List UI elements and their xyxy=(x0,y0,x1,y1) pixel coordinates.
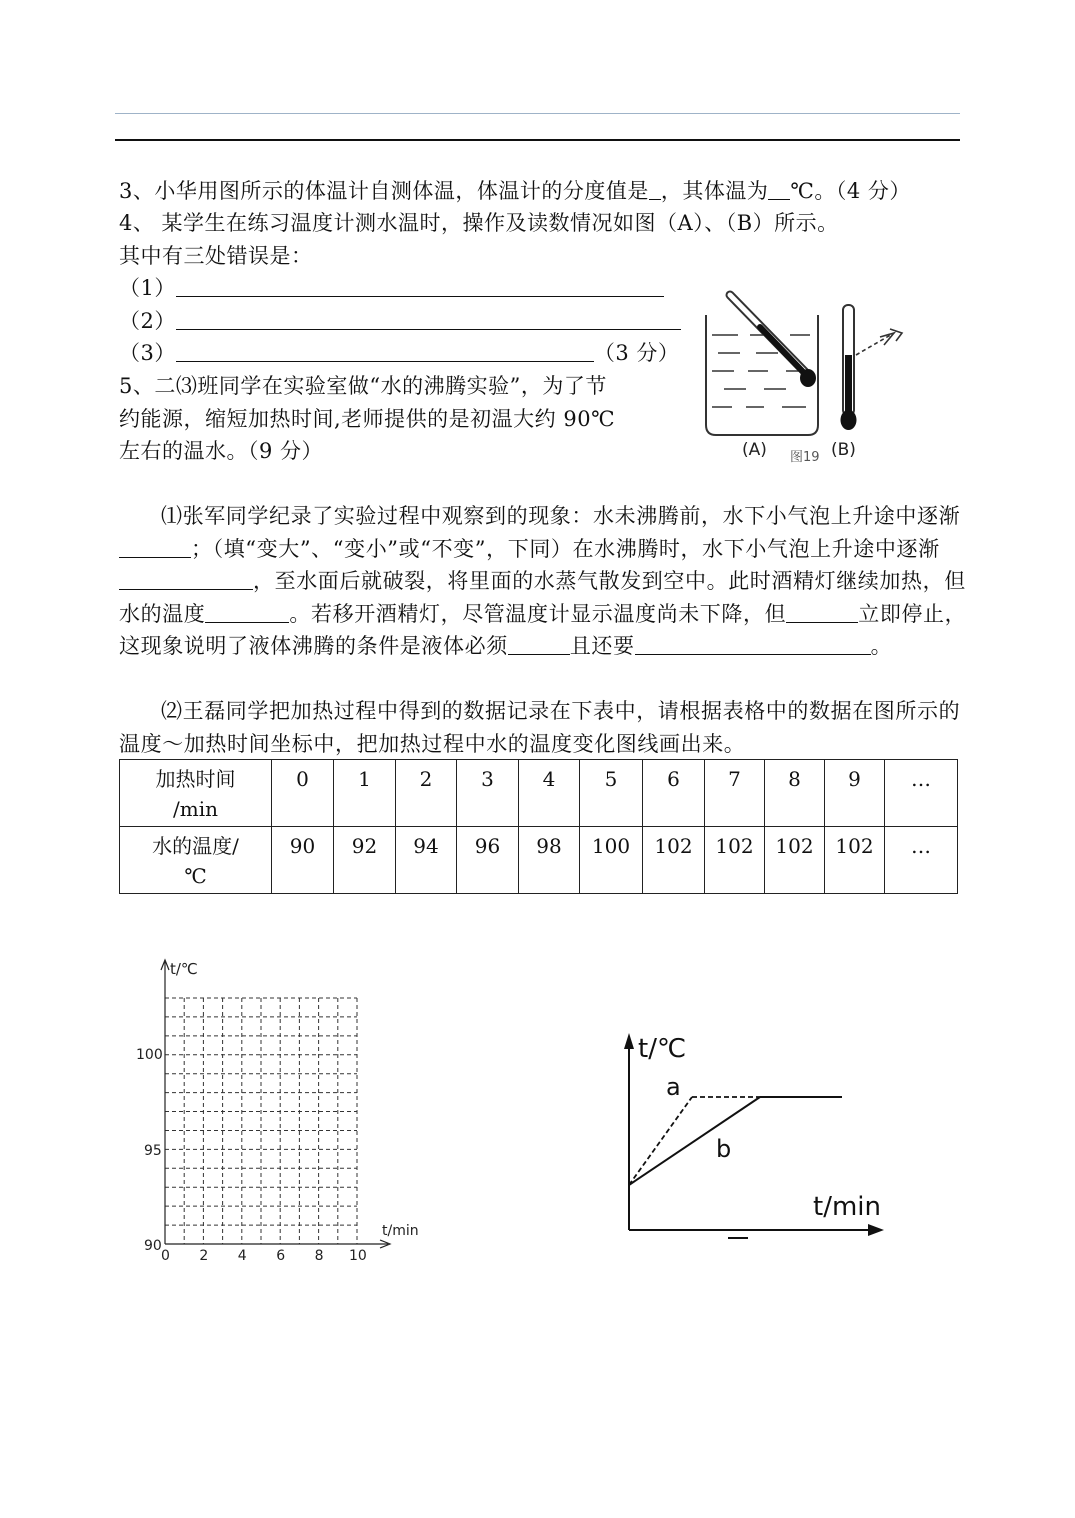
q5-line1: 5、二⑶班同学在实验室做“水的沸腾实验”，为了节 xyxy=(119,374,607,398)
table-cell: 5 xyxy=(580,760,643,827)
q3-blank-division[interactable] xyxy=(649,177,661,200)
ab-x-label: t/min xyxy=(813,1192,881,1222)
header-rule-thick xyxy=(115,139,960,141)
p1-blank-3[interactable] xyxy=(205,602,289,623)
grid-y-tick: 100 xyxy=(136,1047,163,1063)
table-cell: 94 xyxy=(396,827,457,894)
header-temp-line1: 水的温度/ xyxy=(152,834,239,858)
q4-item3-label: （3） xyxy=(119,341,176,365)
grid-x-tick: 2 xyxy=(199,1248,209,1262)
table-cell: 92 xyxy=(334,827,396,894)
table-cell: 4 xyxy=(519,760,580,827)
grid-x-tick: 8 xyxy=(314,1248,324,1262)
q3-text-b: ，其体温为 xyxy=(660,179,769,203)
grid-x-label: t/min xyxy=(382,1223,419,1239)
data-table xyxy=(119,759,958,894)
grid-lines xyxy=(165,998,357,1244)
q5-line2: 约能源，缩短加热时间,老师提供的是初温大约 90℃ xyxy=(119,407,616,431)
fig-label-partial: 图19 xyxy=(790,450,820,463)
grid-x-tick: 4 xyxy=(237,1248,247,1262)
q4-item2-label: （2） xyxy=(119,309,176,333)
p1-e: 立即停止，这现象说明了液体沸腾的条件是液体必须 xyxy=(119,601,967,658)
thermometer-b xyxy=(841,305,857,430)
table-cell: … xyxy=(885,760,958,827)
table-cell: 7 xyxy=(705,760,765,827)
blank-grid-chart xyxy=(130,950,440,1262)
q4-item1-label: （1） xyxy=(119,276,176,300)
eye-sightline xyxy=(856,329,902,355)
q4-blank-3[interactable] xyxy=(176,339,594,362)
table-cell: 102 xyxy=(705,827,765,894)
grid-y-tick: 95 xyxy=(144,1143,162,1159)
grid-x-tick: 10 xyxy=(349,1248,367,1262)
q4-item-2 xyxy=(119,305,681,337)
p1-c: ，至水面后就破裂，将里面的水蒸气散发到空中。此时酒精灯继续加热，但水的温度 xyxy=(119,569,966,626)
table-row xyxy=(120,760,958,827)
line-b-label: b xyxy=(716,1135,732,1163)
table-cell: 3 xyxy=(457,760,519,827)
ab-x-arrow xyxy=(868,1224,884,1236)
table-cell: 96 xyxy=(457,827,519,894)
grid-x-ticks xyxy=(161,1248,367,1262)
row-header-temp xyxy=(120,827,272,894)
p1-blank-5[interactable] xyxy=(508,634,570,655)
header-temp-line2: ℃ xyxy=(184,864,207,888)
table-cell: 2 xyxy=(396,760,457,827)
ab-y-arrow xyxy=(624,1033,634,1049)
q4-score: （3 分） xyxy=(593,341,680,365)
q4-blank-1[interactable] xyxy=(176,274,664,297)
ab-y-label: t/℃ xyxy=(638,1034,687,1064)
table-row xyxy=(120,827,958,894)
table-cell: 6 xyxy=(643,760,705,827)
table-cell: 0 xyxy=(272,760,334,827)
p1-blank-4[interactable] xyxy=(786,602,858,623)
grid-y-tick: 90 xyxy=(144,1238,162,1254)
header-time-line1: 加热时间 xyxy=(155,767,236,791)
fig-label-b: (B) xyxy=(831,440,856,460)
water-lines xyxy=(712,335,810,407)
q5-line3: 左右的温水。（9 分） xyxy=(119,439,324,463)
fig-label-a: (A) xyxy=(742,440,767,460)
boiling-curve-chart xyxy=(620,1025,890,1245)
thermometer-a xyxy=(730,295,816,387)
table-cell: 8 xyxy=(765,760,825,827)
q4-line2: 其中有三处错误是： xyxy=(119,244,313,268)
p1-f: 且还要 xyxy=(569,634,635,658)
table-cell: 102 xyxy=(643,827,705,894)
line-a-label: a xyxy=(666,1073,681,1101)
table-cell: 90 xyxy=(272,827,334,894)
table-cell: 102 xyxy=(765,827,825,894)
row-header-time xyxy=(120,760,272,827)
table-cell: 9 xyxy=(825,760,885,827)
q3-text-c: ℃。（4 分） xyxy=(790,179,911,203)
p1-a: ⑴张军同学纪录了实验过程中观察到的现象：水未沸腾前，水下小气泡上升途中逐渐 xyxy=(161,504,961,528)
p1-d: 。若移开酒精灯，尽管温度计显示温度尚未下降，但 xyxy=(289,601,787,626)
p1-blank-1[interactable] xyxy=(119,537,191,558)
q4-blank-2[interactable] xyxy=(176,307,681,330)
p1-blank-2[interactable] xyxy=(119,569,253,590)
beaker-thermometer-figure xyxy=(698,285,908,463)
line-b-rising xyxy=(629,1097,760,1185)
header-rule-thin xyxy=(115,113,960,114)
p1-g: 。 xyxy=(870,634,893,658)
q5-paragraph-2: ⑵王磊同学把加热过程中得到的数据记录在下表中，请根据表格中的数据在图所示的温度～加热时间坐标中，把加热过程中水的温度变化图线画出来。 xyxy=(119,699,961,756)
table-cell: 102 xyxy=(825,827,885,894)
q3-text-a: 3、小华用图所示的体温计自测体温，体温计的分度值是 xyxy=(119,179,649,203)
table-cell: 1 xyxy=(334,760,396,827)
grid-x-tick: 6 xyxy=(276,1248,286,1262)
table-cell: … xyxy=(885,827,958,894)
q3-blank-temp[interactable] xyxy=(768,177,790,200)
q4-item-3 xyxy=(119,337,679,369)
grid-x-tick: 0 xyxy=(161,1248,170,1262)
table-cell: 98 xyxy=(519,827,580,894)
p1-blank-6[interactable] xyxy=(635,634,871,655)
header-time-line2: /min xyxy=(173,797,218,821)
table-cell: 100 xyxy=(580,827,643,894)
q4-item-1 xyxy=(119,272,664,304)
q4-line1: 4、 某学生在练习温度计测水温时，操作及读数情况如图（A）、（B）所示。 xyxy=(119,211,839,235)
grid-y-label: t/℃ xyxy=(170,960,198,978)
question-3 xyxy=(119,175,911,207)
line-a-rising xyxy=(629,1097,692,1185)
q5-paragraph-1 xyxy=(119,500,969,663)
p1-b: ；（填“变大”、“变小”或“不变”，下同）在水沸腾时，水下小气泡上升途中逐渐 xyxy=(191,536,940,561)
